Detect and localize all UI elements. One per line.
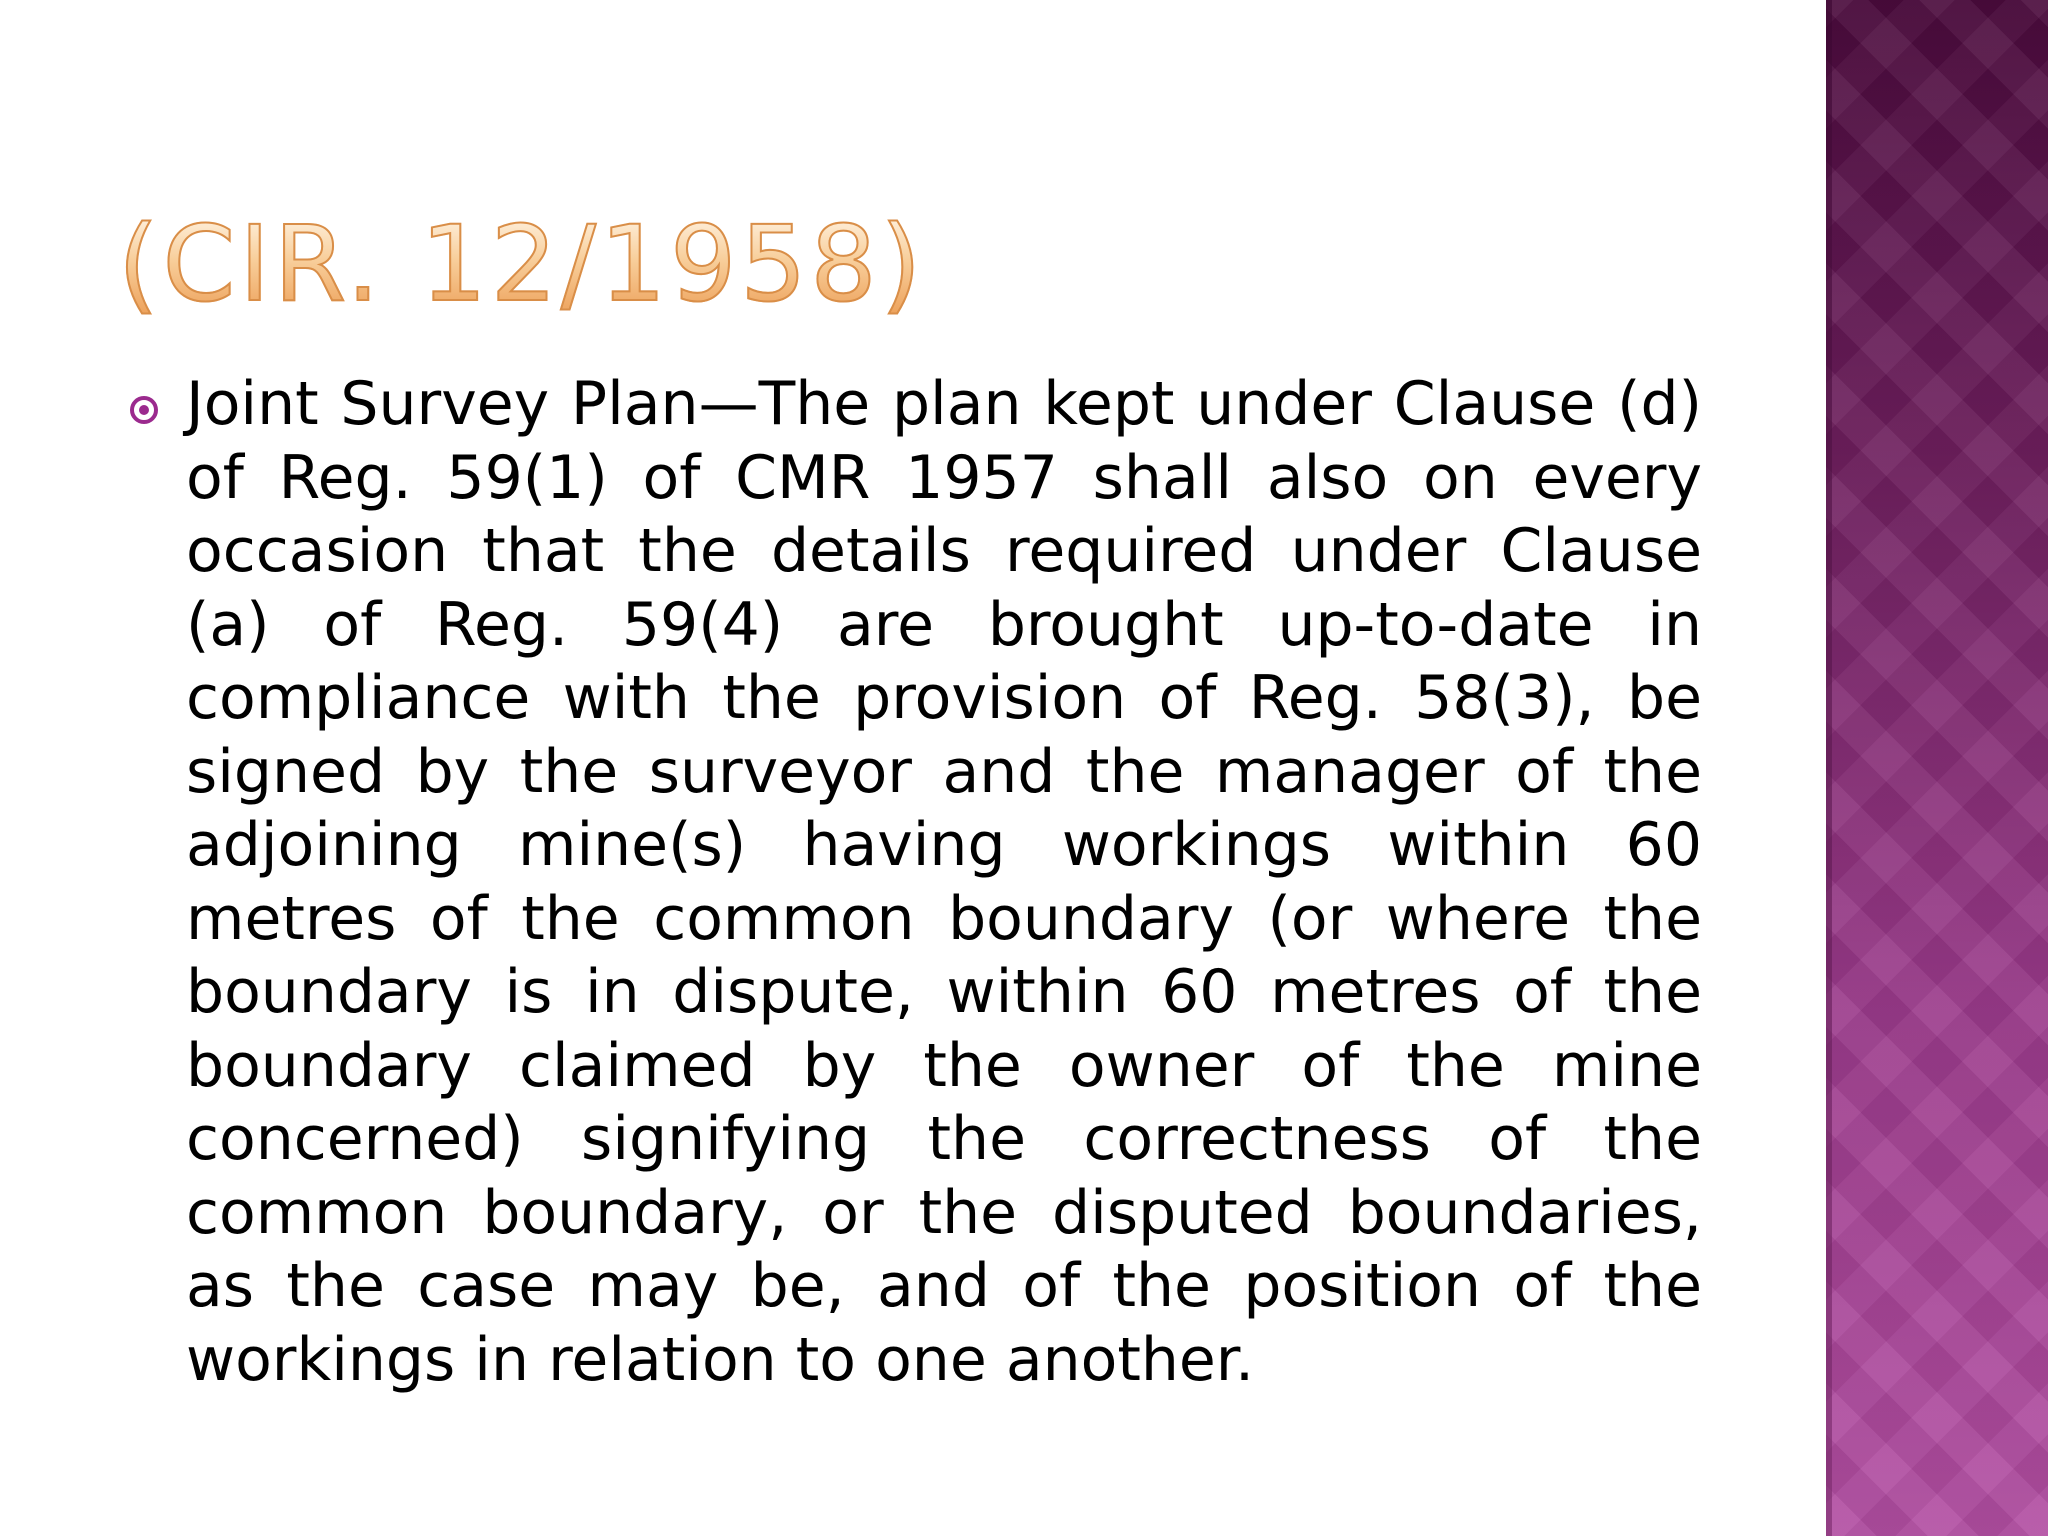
side-band-edge bbox=[1826, 0, 1832, 1536]
bullet-text: Joint Survey Plan—The plan kept under Clause (d) of Reg. 59(1) of CMR 1957 shall also on every occasion that the details required under Clause (a) of Reg. 59(4) are brought up-to-date in compliance with the provision of Reg. 58(3), be signed by the surveyor and the manager of the adjoining mine(s) having workings within 60 metres of the common boundary (or where the boundary is in dispute, within 60 metres of the boundary claimed by the owner of the mine concerned) signifying the correctness of the common boundary, or the disputed boundaries, as the case may be, and of the position of the workings in relation to one another. bbox=[186, 369, 1702, 1395]
bullet-item bbox=[120, 368, 1702, 1397]
circled-dot-bullet-icon bbox=[130, 396, 158, 424]
bullet-list bbox=[120, 368, 1702, 1397]
decorative-side-band bbox=[1826, 0, 2048, 1536]
slide-title: (CIR. 12/1958) bbox=[118, 203, 926, 325]
